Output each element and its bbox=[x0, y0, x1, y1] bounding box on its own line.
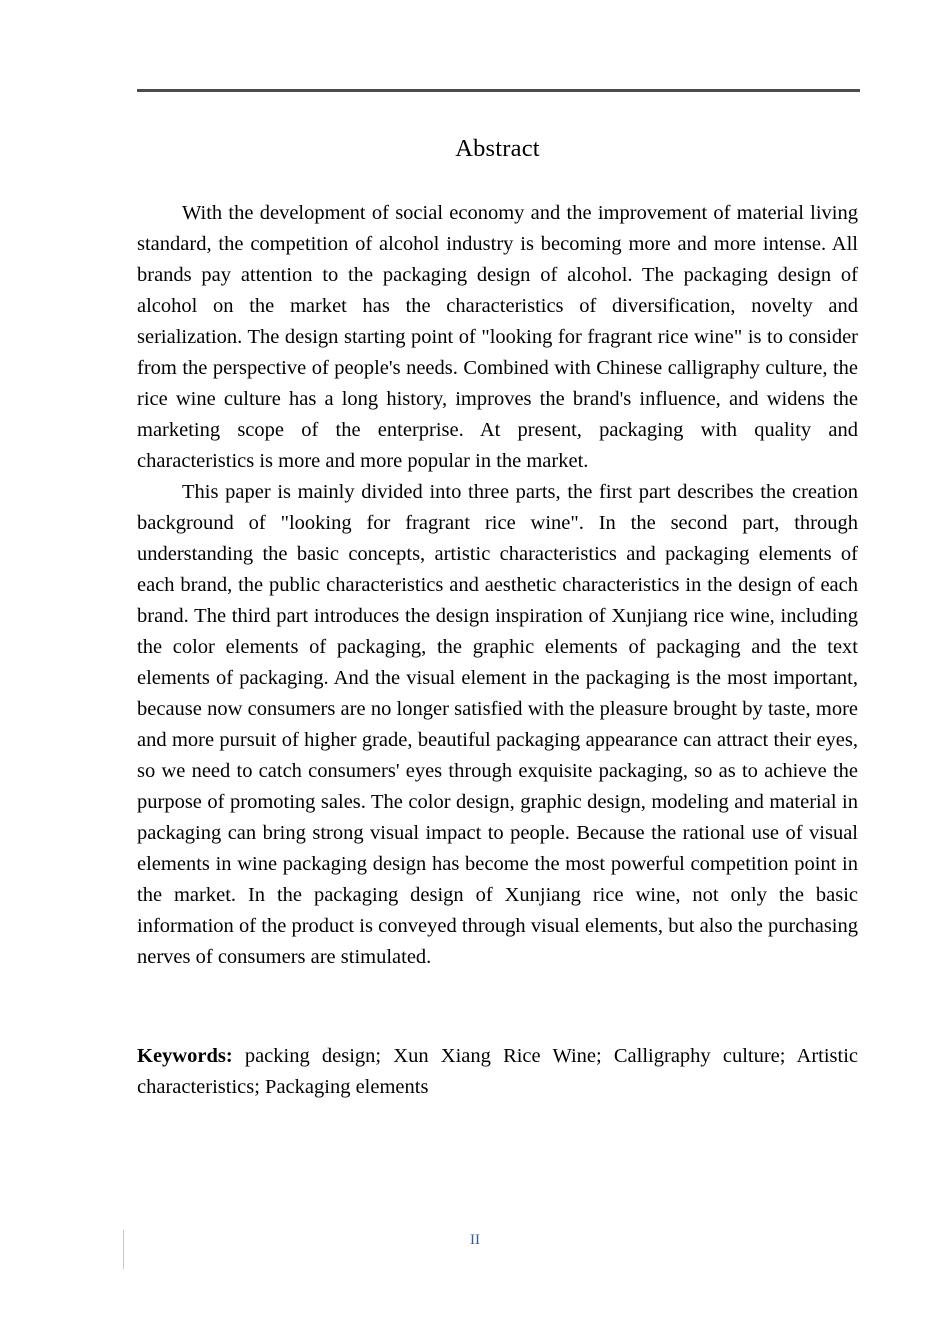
header-rule bbox=[137, 89, 860, 92]
abstract-paragraph-2: This paper is mainly divided into three parts, the first part describes the creation background of "looking for fragrant rice wine". In the second part, through understanding the basic concepts, artistic characteristics and packaging elements of each brand, the public characteristics and aesthetic characteristics in the design of each brand. The third part introduces the design inspiration of Xunjiang rice wine, including the color elements of packaging, the graphic elements of packaging and the text elements of packaging. And the visual element in the packaging is the most important, because now consumers are no longer satisfied with the pleasure brought by taste, more and more pursuit of higher grade, beautiful packaging appearance can attract their eyes, so we need to catch consumers' eyes through exquisite packaging, so as to achieve the purpose of promoting sales. The color design, graphic design, modeling and material in packaging can bring strong visual impact to people. Because the rational use of visual elements in wine packaging design has become the most powerful competition point in the market. In the packaging design of Xunjiang rice wine, not only the basic information of the product is conveyed through visual elements, but also the purchasing nerves of consumers are stimulated. bbox=[137, 481, 858, 968]
keywords-label: Keywords: bbox=[137, 1045, 233, 1067]
abstract-body bbox=[137, 198, 858, 973]
page-content bbox=[137, 132, 858, 1103]
page-header bbox=[0, 0, 950, 120]
page-title: Abstract bbox=[455, 135, 540, 162]
page-number: II bbox=[470, 1232, 480, 1248]
abstract-paragraph-1: With the development of social economy and the improvement of material living standard, the competition of alcohol industry is becoming more and more intense. All brands pay attention to the packaging design of alcohol. The packaging design of alcohol on the market has the characteristics of diversification, novelty and serialization. The design starting point of "looking for fragrant rice wine" is to consider from the perspective of people's needs. Combined with Chinese calligraphy culture, the rice wine culture has a long history, improves the brand's influence, and widens the marketing scope of the enterprise. At present, packaging with quality and characteristics is more and more popular in the market. bbox=[137, 202, 858, 472]
keywords-list: packing design; Xun Xiang Rice Wine; Calligraphy culture; Artistic characteristics; Packaging elements bbox=[137, 1045, 858, 1098]
keywords-block bbox=[137, 1041, 858, 1103]
